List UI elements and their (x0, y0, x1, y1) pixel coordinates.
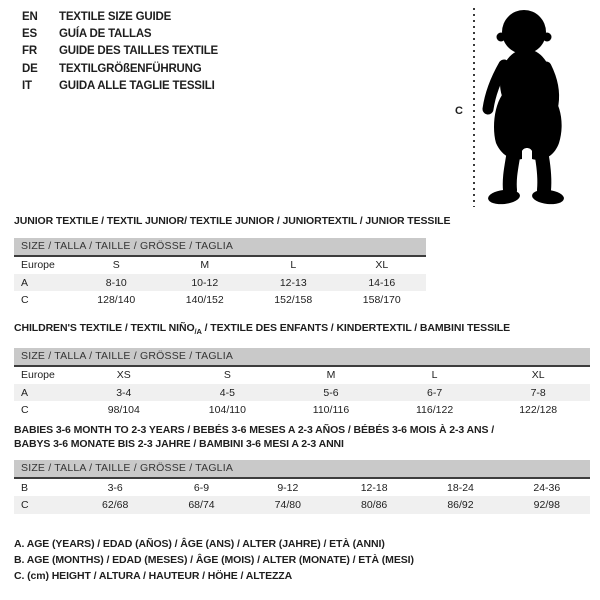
value-cell: 110/116 (312, 404, 350, 417)
footnote-c: C. (cm) HEIGHT / ALTURA / HAUTEUR / HÖHE / ALTEZZA (14, 570, 293, 583)
language-row-de (22, 61, 218, 78)
table-row (14, 401, 590, 418)
toddler-silhouette-icon (482, 7, 586, 209)
height-measure-dotted-line (473, 8, 475, 207)
size-cell: L (290, 259, 297, 272)
value-cell: 158/170 (362, 293, 401, 306)
value-cell: 12-13 (279, 276, 307, 289)
table-row (14, 291, 426, 308)
row-label: Europe (21, 369, 55, 382)
value-cell: 116/122 (415, 404, 454, 417)
size-cell: XL (531, 369, 545, 382)
table-row (14, 496, 590, 513)
size-cell: 3-6 (107, 481, 123, 494)
value-cell: 74/80 (274, 499, 301, 512)
language-title: GUIDA ALLE TAGLIE TESSILI (59, 79, 215, 92)
footnotes (14, 536, 414, 585)
table-row (14, 274, 426, 291)
value-cell: 6-7 (426, 386, 443, 399)
value-cell: 3-4 (116, 386, 132, 399)
value-cell: 104/110 (208, 404, 246, 417)
value-cell: 10-12 (191, 276, 219, 289)
row-label: B (21, 481, 29, 494)
size-cell: L (431, 369, 438, 382)
footnote-b: B. AGE (MONTHS) / EDAD (MESES) / ÂGE (MOIS) / ALTER (MONATE) / ETÀ (MESI) (14, 554, 414, 567)
section-title-text: CHILDREN'S TEXTILE / TEXTIL NIÑO (14, 322, 195, 334)
language-row-it (22, 78, 218, 95)
height-marker-label: C (455, 105, 463, 117)
value-cell: 128/140 (97, 293, 136, 306)
babies-textile-section (14, 424, 590, 514)
value-cell: 14-16 (368, 276, 396, 289)
value-cell: 98/104 (107, 404, 140, 417)
table-row (14, 479, 590, 496)
row-label: A (21, 276, 29, 289)
section-title: JUNIOR TEXTILE / TEXTIL JUNIOR/ TEXTILE JUNIOR / JUNIORTEXTIL / JUNIOR TESSILE (14, 215, 451, 227)
size-header-bar: SIZE / TALLA / TAILLE / GRÖSSE / TAGLIA (14, 238, 426, 257)
size-cell: M (200, 259, 210, 272)
language-row-es (22, 26, 218, 43)
size-cell: S (223, 369, 231, 382)
language-title: GUÍA DE TALLAS (59, 28, 152, 41)
table-row (14, 384, 590, 401)
row-label: Europe (21, 259, 55, 272)
language-row-fr (22, 43, 218, 60)
section-title (14, 322, 590, 339)
size-cell: XL (375, 259, 389, 272)
size-cell: M (326, 369, 336, 382)
value-cell: 80/86 (361, 499, 388, 512)
section-title (14, 424, 590, 451)
section-title-line1: BABIES 3-6 MONTH TO 2-3 YEARS / BEBÉS 3-6 MESES A 2-3 AÑOS / BÉBÉS 3-6 MOIS À 2-3 ANS / (14, 424, 495, 436)
size-cell: S (112, 259, 120, 272)
row-label: A (21, 386, 29, 399)
language-title: GUIDE DES TAILLES TEXTILE (59, 45, 218, 58)
language-code: FR (22, 45, 37, 58)
value-cell: 4-5 (219, 386, 235, 399)
value-cell: 68/74 (188, 499, 215, 512)
value-cell: 140/152 (185, 293, 224, 306)
size-header-bar: SIZE / TALLA / TAILLE / GRÖSSE / TAGLIA (14, 348, 590, 367)
table-row (14, 367, 590, 384)
section-title-subscript: /A (194, 327, 202, 337)
language-code: ES (22, 28, 37, 41)
size-cell: 9-12 (277, 481, 299, 494)
row-label: C (21, 499, 29, 512)
footnote-a: A. AGE (YEARS) / EDAD (AÑOS) / ÂGE (ANS) / ALTER (JAHRE) / ETÀ (ANNI) (14, 538, 385, 550)
value-cell: 122/128 (519, 404, 558, 417)
size-cell: 18-24 (447, 481, 474, 494)
language-list (22, 9, 218, 95)
language-code: DE (22, 62, 38, 75)
value-cell: 86/92 (447, 499, 474, 512)
junior-textile-section (14, 215, 451, 309)
value-cell: 152/158 (274, 293, 313, 306)
section-title-text: / TEXTILE DES ENFANTS / KINDERTEXTIL / BAMBINI TESSILE (201, 322, 511, 334)
size-cell: 24-36 (533, 481, 561, 494)
section-title-line2: BABYS 3-6 MONATE BIS 2-3 JAHRE / BAMBINI 3-6 MESI A 2-3 ANNI (14, 437, 344, 450)
value-cell: 8-10 (105, 276, 127, 289)
row-label: C (21, 404, 29, 417)
value-cell: 92/98 (533, 499, 560, 512)
value-cell: 5-6 (323, 386, 339, 399)
childrens-textile-section (14, 322, 590, 419)
row-label: C (21, 293, 29, 306)
language-title: TEXTILE SIZE GUIDE (59, 11, 172, 23)
size-cell: 6-9 (193, 481, 210, 494)
language-row-en (22, 9, 218, 26)
language-title: TEXTILGRÖßENFÜHRUNG (59, 62, 202, 75)
value-cell: 7-8 (530, 386, 546, 399)
value-cell: 62/68 (102, 499, 129, 512)
size-cell: 12-18 (360, 481, 388, 494)
size-header-bar: SIZE / TALLA / TAILLE / GRÖSSE / TAGLIA (14, 460, 590, 479)
table-row (14, 257, 426, 274)
size-cell: XS (116, 369, 131, 382)
language-code: EN (22, 11, 38, 23)
language-code: IT (22, 79, 32, 92)
